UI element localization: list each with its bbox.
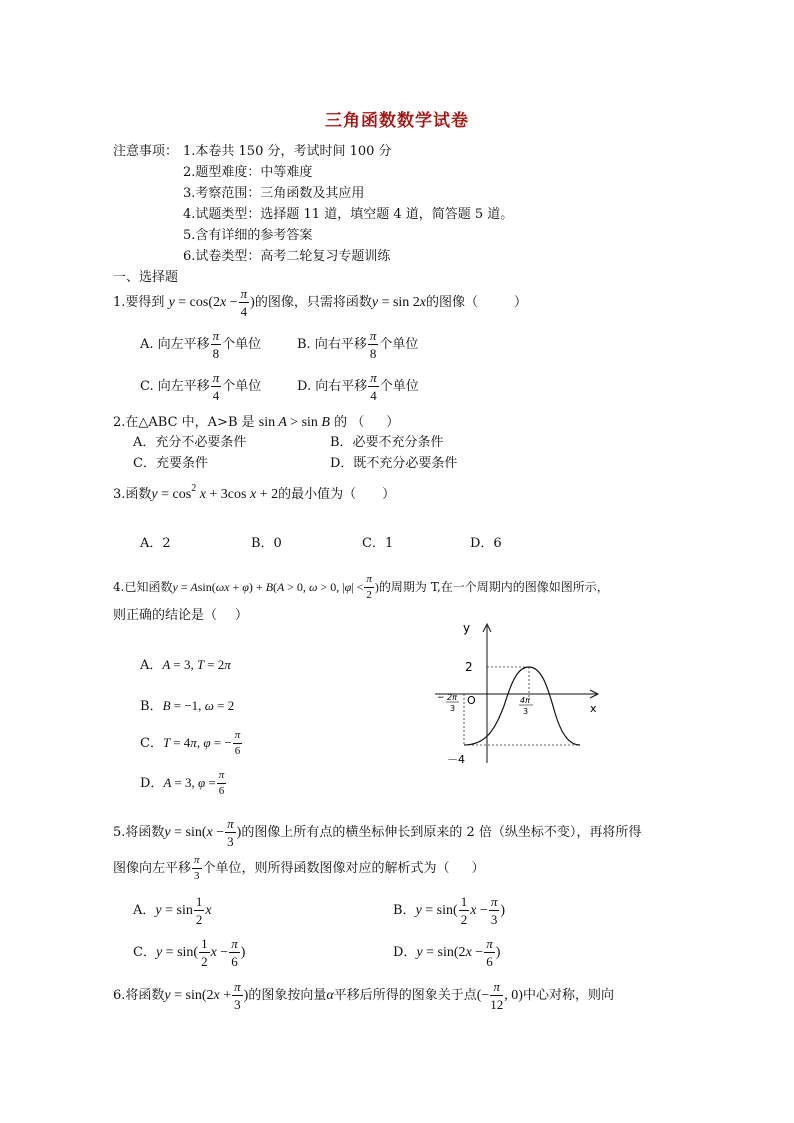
notes-label: 注意事项：: [113, 144, 179, 159]
question-1-stem: 1.要得到 y = cos(2x − $\frac{\pi}{4}$ )的图像，只需将函数y = sin 2x的图像（ ）: [113, 286, 528, 319]
fraction: $\frac{\pi}{3}$: [490, 894, 498, 927]
q1-text: 要得到: [125, 295, 165, 310]
option-c[interactable]: C．y = sin( $\frac{1}{2}$ x − $\frac{\pi}{6}$ ): [133, 936, 246, 969]
question-5-stem-2: [113, 855, 485, 882]
fraction: $\frac{1}{2}$: [460, 894, 468, 927]
option-text: 个单位: [379, 337, 419, 352]
q4-text: ）: [235, 608, 249, 623]
notes-item: 5.含有详细的参考答案: [183, 228, 313, 243]
q1-text: ）: [514, 295, 528, 310]
q4-text: 4.已知函数: [113, 580, 173, 594]
option-c[interactable]: C．1: [362, 536, 394, 551]
q5-text: 的图像上所有点的横坐标伸长到原来的 2 倍（纵坐标不变），再将所得: [241, 825, 642, 840]
x-left-minus: −: [437, 693, 445, 703]
q3-formula: $y = \cos^2 x + 3\cos$ x + 2: [151, 483, 279, 502]
q6-formula: y = sin(2x +: [164, 988, 232, 1003]
option-text: 个单位: [379, 379, 419, 394]
q1-text: 的图像（: [426, 295, 479, 310]
q2-text: 2.在△ABC 中，A>B 是: [113, 415, 255, 430]
question-2-stem: [113, 411, 399, 431]
option-label: A．: [133, 903, 156, 918]
curve: [464, 667, 580, 745]
question-3-stem: [113, 483, 395, 503]
exam-title: 三角函数数学试卷: [325, 111, 469, 131]
x-left-den: 3: [450, 704, 456, 713]
y-min-label: －4: [447, 753, 465, 766]
fraction: $\frac{\pi}{2}$: [366, 573, 372, 601]
option-label: C．: [133, 945, 156, 960]
q5-text: 5.将函数: [113, 825, 165, 840]
x-right-den: 3: [523, 707, 529, 716]
q5-text: 个单位，则所得函数图像对应的解析式为（: [202, 861, 450, 876]
notes-item: 4.试题类型：选择题 11 道，填空题 4 道，简答题 5 道。: [183, 207, 514, 222]
option-label: A. 向左平移: [140, 337, 210, 352]
q1-formula-target: y = cos(2x −: [168, 295, 238, 310]
fraction: $\frac{\pi}{4}$: [212, 370, 220, 403]
option-a[interactable]: A．2: [140, 536, 171, 551]
function-graph: [430, 618, 605, 768]
x-left-num: 2π: [447, 693, 457, 702]
option-d[interactable]: D．既不充分必要条件: [330, 456, 458, 471]
q3-text: 的最小值为（: [278, 487, 357, 502]
q6-text: 6.将函数: [113, 988, 165, 1003]
notes-item: 6.试卷类型：高考二轮复习专题训练: [183, 249, 391, 264]
question-4-stem-2: [113, 604, 248, 623]
q2-text: 的 （: [334, 415, 365, 430]
fraction: $\frac{\pi}{3}$: [227, 816, 234, 849]
option-label: C．: [140, 736, 163, 751]
fraction: $\frac{1}{2}$: [201, 936, 208, 969]
option-text: 个单位: [222, 379, 262, 394]
option-label: D. 向右平移: [297, 379, 368, 394]
fraction: $\frac{\pi}{3}$: [234, 979, 241, 1012]
fraction: $\frac{\pi}{6}$: [218, 769, 225, 797]
q6-text: 平移后所得的图象关于点: [333, 988, 477, 1003]
option-c[interactable]: C．充要条件: [133, 456, 208, 471]
option-label: A．: [140, 658, 163, 673]
q5-text: 图像向左平移: [113, 861, 192, 876]
option-c[interactable]: C．T = 4π, φ = − $\frac{\pi}{6}$: [140, 729, 241, 757]
q4-formula: y = Asin(ωx + φ) + B(A > 0, ω > 0, |φ| <: [172, 580, 364, 594]
fraction: $\frac{1}{2}$: [195, 894, 203, 927]
notes-item: 1.本卷共 150 分，考试时间 100 分: [183, 144, 392, 159]
q5-text: ）: [471, 861, 485, 876]
option-a[interactable]: A．充分不必要条件: [133, 435, 247, 450]
origin-label: O: [467, 694, 476, 707]
option-d[interactable]: D．y = sin(2x − $\frac{\pi}{6}$ ): [393, 936, 501, 969]
option-c[interactable]: [140, 371, 261, 402]
fraction: $\frac{\pi}{8}$: [212, 328, 220, 361]
question-5-stem: 5.将函数y = sin(x − $\frac{\pi}{3}$ )的图像上所有点的横坐标伸长到原来的 2 倍（纵坐标不变），再将所得: [113, 816, 642, 849]
y-axis-label: y: [463, 621, 471, 635]
q3-text: 3.函数: [113, 487, 152, 502]
q1-formula-source: y = sin 2x: [371, 295, 427, 310]
notes-item: 2.题型难度：中等难度: [183, 165, 313, 180]
fraction: $\frac{\pi}{4}$: [370, 370, 377, 403]
fraction: $\frac{\pi}{4}$: [240, 286, 248, 319]
q4-text: 则正确的结论是（: [113, 608, 218, 623]
option-b[interactable]: B．必要不充分条件: [330, 435, 444, 450]
option-a[interactable]: A．A = 3, T = 2π: [140, 657, 231, 673]
fraction: $\frac{\pi}{12}$: [490, 979, 504, 1012]
option-b[interactable]: B．0: [251, 536, 282, 551]
question-4-stem: 4.已知函数y = Asin(ωx + φ) + B(A > 0, ω > 0, |φ| < $\frac{\pi}{2}$ )的周期为 T,在一个周期内的图像如图所示，: [113, 573, 609, 601]
option-label: D．: [140, 776, 164, 791]
fraction: $\frac{\pi}{3}$: [194, 854, 200, 882]
notes-item: 3.考察范围：三角函数及其应用: [183, 186, 365, 201]
option-b[interactable]: B．y = sin( $\frac{1}{2}$ x − $\frac{\pi}{3}$ ): [393, 894, 505, 927]
question-6-stem: 6.将函数y = sin(2x + $\frac{\pi}{3}$ )的图象按向量α平移后所得的图象关于点(− $\frac{\pi}{12}$ , 0)中心对称，则向: [113, 979, 614, 1012]
option-d[interactable]: D．6: [470, 536, 502, 551]
section-heading: 一、选择题: [113, 270, 179, 285]
q2-text: ）: [386, 415, 400, 430]
y-max-label: 2: [465, 660, 473, 674]
option-label: B．: [393, 903, 416, 918]
option-a[interactable]: A．y = sin $\frac{1}{2}$ x: [133, 894, 212, 927]
fraction: $\frac{\pi}{6}$: [231, 936, 238, 969]
fraction: $\frac{\pi}{6}$: [234, 729, 241, 757]
option-b[interactable]: B．B = −1, ω = 2: [140, 698, 235, 714]
q5-formula: y = sin(x −: [164, 825, 225, 840]
option-a[interactable]: [140, 329, 261, 360]
q1-num: 1.: [113, 295, 126, 310]
x-right-num: 4π: [520, 696, 530, 705]
fraction: $\frac{\pi}{8}$: [369, 328, 377, 361]
x-axis-label: x: [590, 702, 597, 715]
option-d[interactable]: [297, 371, 419, 402]
q6-text: 的图象按向量: [248, 988, 327, 1003]
option-label: B．: [140, 699, 163, 714]
q1-text: 的图像，只需将函数: [254, 295, 372, 310]
option-text: 个单位: [222, 337, 262, 352]
q3-text: ）: [382, 487, 396, 502]
option-b[interactable]: [297, 329, 418, 360]
option-label: B. 向右平移: [297, 337, 367, 352]
q2-formula: sin A > sin B: [258, 415, 330, 430]
option-label: C. 向左平移: [140, 379, 210, 394]
q4-text: 的周期为 T,在一个周期内的图像如图所示，: [378, 580, 609, 594]
fraction: $\frac{\pi}{6}$: [486, 936, 493, 969]
option-label: D．: [393, 945, 417, 960]
option-d[interactable]: D．A = 3, φ = $\frac{\pi}{6}$: [140, 769, 225, 797]
q6-text: 中心对称，则向: [522, 988, 614, 1003]
